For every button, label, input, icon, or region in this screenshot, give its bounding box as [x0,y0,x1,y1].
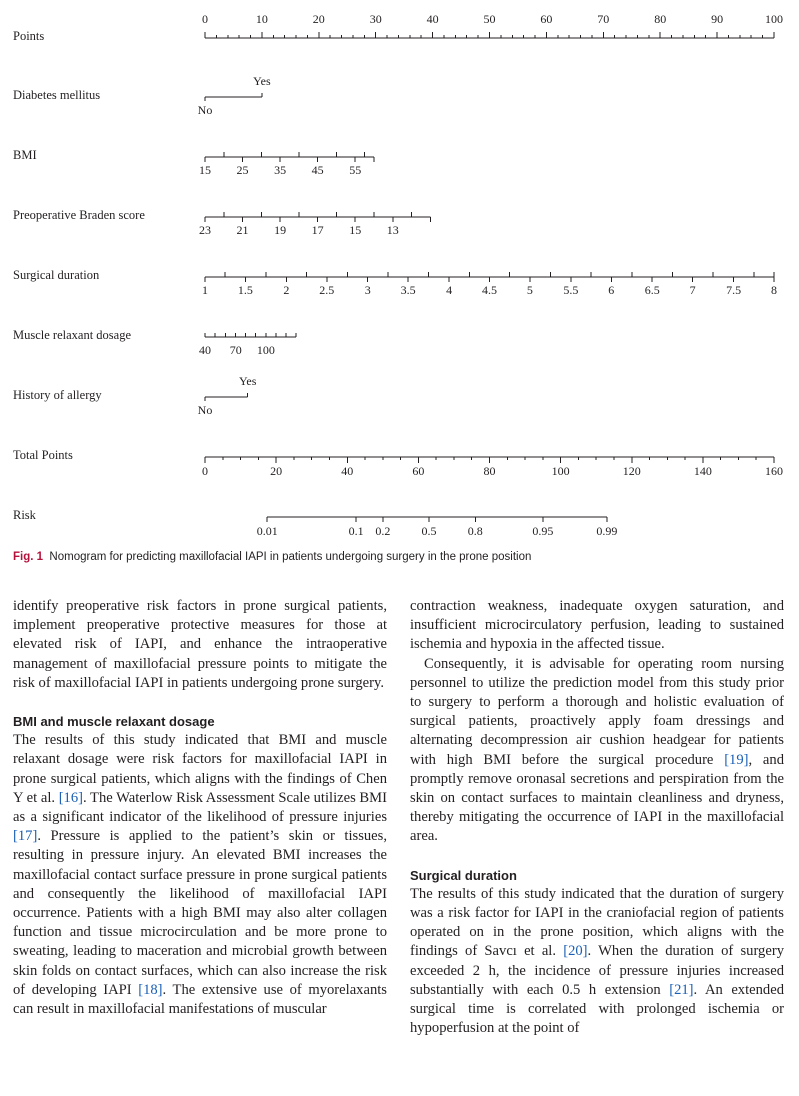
tick-label: 140 [693,464,712,478]
row-label: Diabetes mellitus [13,88,101,102]
tick-label: 8 [771,283,777,297]
tick-label: 5.5 [563,283,579,297]
tick-label: 70 [229,343,242,357]
paragraph: Consequently, it is advisable for operating room nursing personnel to utilize the prediction model from this study prior to surgery to perform a thorough and holistic evaluation of surgical patients, proactively apply foam dressings and alternating decompression air cushion headgear for patients with high BMI before the surgical procedure [19], and promptly remove oronasal secretions and perspiration from the skin on contact surfaces to maintain cleanliness and dryness, thereby mitigating the occurrence of IAPI in the maxillofacial area. [410,655,784,845]
tick-label: 120 [622,464,641,478]
figure-caption-text: Nomogram for predicting maxillofacial IAPI in patients undergoing surgery in the prone position [49,551,532,563]
tick-label: 0 [202,12,208,26]
tick-label: No [197,403,213,417]
tick-label: 3.5 [400,283,416,297]
nomogram-figure [0,0,799,545]
row-label: Surgical duration [13,268,100,282]
tick-label: 100 [765,12,783,26]
tick-label: 60 [540,12,553,26]
tick-label: 25 [236,163,249,177]
tick-label: 1 [202,283,208,297]
tick-label: 21 [236,223,249,237]
tick-label: 23 [199,223,211,237]
citation-link[interactable]: [21] [669,981,694,998]
tick-label: 7.5 [726,283,742,297]
tick-label: 15 [199,163,211,177]
tick-label: 4 [446,283,453,297]
right-column [410,597,784,1038]
row-label: Preoperative Braden score [13,208,145,222]
tick-label: 30 [369,12,382,26]
tick-label: 0.5 [421,524,437,538]
tick-label: 2 [283,283,290,297]
tick-label: 45 [311,163,324,177]
tick-label: 1.5 [237,283,253,297]
tick-label: 160 [765,464,783,478]
citation-link[interactable]: [18] [138,981,163,998]
tick-label: 20 [270,464,283,478]
tick-label: 0.1 [348,524,364,538]
row-label: Total Points [13,448,73,462]
row-label: Muscle relaxant dosage [13,328,132,342]
tick-label: 0.2 [375,524,391,538]
row-label: History of allergy [13,388,102,402]
tick-label: 40 [199,343,211,357]
figure-label: Fig. 1 [13,551,44,563]
tick-label: 0.8 [467,524,483,538]
tick-label: 40 [341,464,354,478]
paragraph: The results of this study indicated that BMI and muscle relaxant dosage were risk factors for maxillofacial IAPI in prone surgical patients, which aligns with the findings of Chen Y et al. [16]. The Waterlow Risk Assessment Scale utilizes BMI as a significant indicator of the likelihood of pressure injuries [17]. Pressure is applied to the patient’s skin or tissues, resulting in pressure injury. An elevated BMI increases the maxillofacial contact surface pressure in prone surgical patients and consequently the likelihood of maxillofacial IAPI occurrence. Patients with a high BMI may also alter collagen function and tissue microcirculation and be more prone to sweating, leading to maceration and microbial growth between skin folds on contact surfaces, which can also increase the risk of developing IAPI [18]. The extensive use of myorelaxants can result in maxillofacial manifestations of muscular [13,732,387,1018]
tick-label: 90 [711,12,724,26]
tick-label: 13 [386,223,399,237]
paragraph: contraction weakness, inadequate oxygen saturation, and insufficient microcirculatory perfusion, leading to sustained ischemia and hypoxia in the affected tissue. [410,598,784,653]
citation-link[interactable]: [16] [58,789,84,806]
tick-label: No [197,103,213,117]
tick-label: 19 [274,223,287,237]
tick-label: 55 [349,163,362,177]
figure-caption [13,551,783,563]
tick-label: 17 [311,223,324,237]
tick-label: 2.5 [319,283,335,297]
tick-label: 35 [274,163,287,177]
tick-label: 40 [426,12,439,26]
citation-link[interactable]: [17] [13,828,38,845]
tick-label: 70 [597,12,610,26]
tick-label: 7 [689,283,696,297]
left-column [13,597,387,1019]
section-heading: BMI and muscle relaxant dosage [13,714,215,730]
tick-label: 6 [608,283,615,297]
tick-label: 60 [412,464,425,478]
tick-label: 15 [349,223,362,237]
citation-link[interactable]: [20] [563,943,588,960]
tick-label: 0.99 [596,524,618,538]
tick-label: 80 [483,464,496,478]
row-label: BMI [13,148,37,162]
citation-link[interactable]: [19] [724,751,749,768]
tick-label: 3 [364,283,371,297]
tick-label: 10 [255,12,268,26]
tick-label: 6.5 [644,283,660,297]
tick-label: 100 [256,343,275,357]
paragraph: The results of this study indicated that the duration of surgery was a risk factor for IAPI in the craniofacial region of patients operated on in the prone position, which aligns with the findings of Savcı et al. [20]. When the duration of surgery exceeded 2 h, the incidence of pressure injuries increased substantially with each 0.5 h extension [21]. An extended surgical time is correlated with prolonged ischemia or hypoperfusion at the point of [410,885,784,1037]
tick-label: 50 [483,12,496,26]
tick-label: 0.95 [532,524,554,538]
paragraph: identify preoperative risk factors in prone surgical patients, implement preoperative protective measures for those at elevated risk of IAPI, and enhance the intraoperative management of maxillofacial pressure points to mitigate the risk of maxillofacial IAPI in patients undergoing prone surgery. [13,598,387,691]
tick-label: 0 [202,464,208,478]
tick-label: Yes [238,374,257,388]
tick-label: 20 [312,12,325,26]
tick-label: 5 [526,283,533,297]
row-label: Risk [13,508,36,522]
tick-label: 4.5 [482,283,497,297]
tick-label: 80 [654,12,667,26]
row-label: Points [13,29,45,43]
tick-label: 100 [551,464,570,478]
tick-label: 0.01 [256,524,278,538]
section-heading: Surgical duration [410,867,517,883]
tick-label: Yes [253,74,271,88]
